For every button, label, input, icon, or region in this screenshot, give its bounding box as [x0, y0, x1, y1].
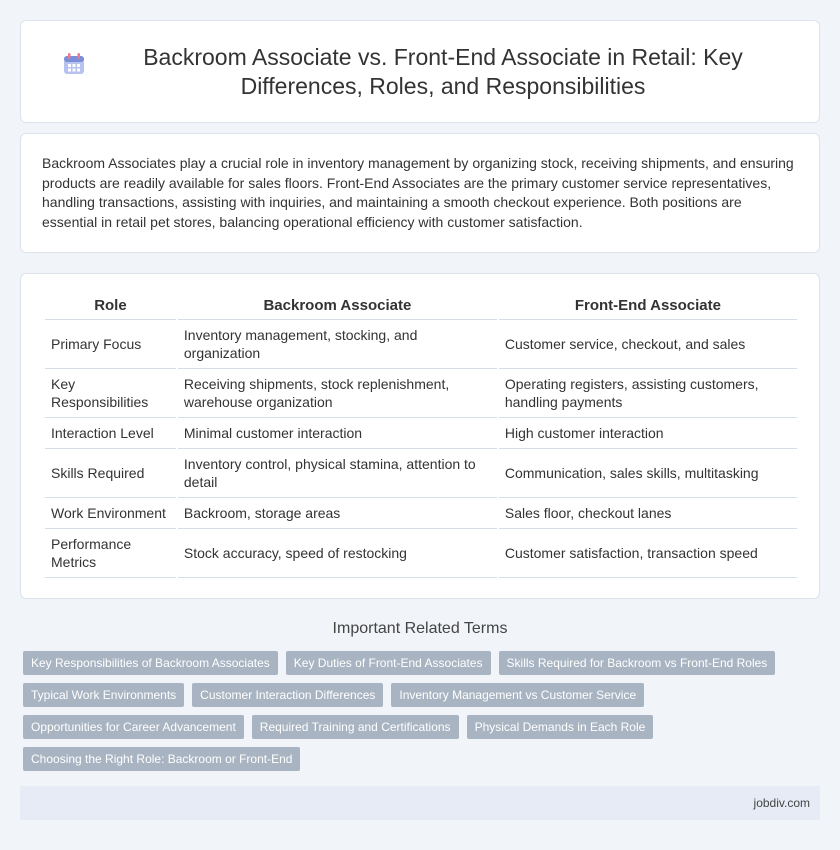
tag-row — [23, 651, 823, 675]
tag-row — [23, 747, 823, 771]
table-row — [45, 418, 797, 449]
footer-site-link[interactable]: jobdiv.com — [753, 796, 810, 810]
table-cell: Customer service, checkout, and sales — [499, 320, 797, 369]
table-cell: Customer satisfaction, transaction speed — [499, 529, 797, 578]
table-row — [45, 498, 797, 529]
related-term-tag[interactable]: Opportunities for Career Advancement — [23, 715, 244, 739]
comparison-table-card — [20, 273, 820, 599]
comparison-table — [43, 296, 799, 578]
related-term-tag[interactable]: Required Training and Certifications — [252, 715, 459, 739]
related-term-tag[interactable]: Key Responsibilities of Backroom Associates — [23, 651, 278, 675]
table-row — [45, 449, 797, 498]
intro-card — [20, 133, 820, 253]
table-header-cell: Backroom Associate — [178, 296, 497, 320]
title-wrap — [61, 43, 779, 101]
table-cell: Sales floor, checkout lanes — [499, 498, 797, 529]
table-cell: Receiving shipments, stock replenishment, warehouse organization — [178, 369, 497, 418]
table-row — [45, 320, 797, 369]
table-header-row — [45, 296, 797, 320]
table-cell: High customer interaction — [499, 418, 797, 449]
table-cell: Operating registers, assisting customers, handling payments — [499, 369, 797, 418]
table-row — [45, 529, 797, 578]
related-term-tag[interactable]: Key Duties of Front-End Associates — [286, 651, 491, 675]
related-term-tag[interactable]: Physical Demands in Each Role — [467, 715, 654, 739]
related-term-tag[interactable]: Choosing the Right Role: Backroom or Front-End — [23, 747, 300, 771]
related-term-tag[interactable]: Typical Work Environments — [23, 683, 184, 707]
table-cell: Minimal customer interaction — [178, 418, 497, 449]
table-cell: Skills Required — [45, 449, 176, 498]
table-cell: Inventory management, stocking, and organization — [178, 320, 497, 369]
related-term-tag[interactable]: Skills Required for Backroom vs Front-End Roles — [499, 651, 776, 675]
title-card — [20, 20, 820, 123]
table-cell: Stock accuracy, speed of restocking — [178, 529, 497, 578]
table-cell: Work Environment — [45, 498, 176, 529]
intro-paragraph: Backroom Associates play a crucial role in inventory management by organizing stock, receiving shipments, and ensuring products are readily available for sales floors. Front-End Associates are the primary customer service representatives, handling transactions, assisting with inquiries, and maintaining a smooth checkout experience. Both positions are essential in retail pet stores, balancing operational efficiency with customer satisfaction. — [42, 155, 794, 230]
tag-row — [23, 683, 823, 707]
table-header-cell: Role — [45, 296, 176, 320]
table-cell: Backroom, storage areas — [178, 498, 497, 529]
related-terms-title: Important Related Terms — [332, 620, 508, 637]
table-header-cell: Front-End Associate — [499, 296, 797, 320]
tag-row — [23, 715, 823, 739]
table-cell: Performance Metrics — [45, 529, 176, 578]
table-cell: Primary Focus — [45, 320, 176, 369]
related-terms-tags — [23, 651, 823, 779]
table-row — [45, 369, 797, 418]
table-cell: Communication, sales skills, multitasking — [499, 449, 797, 498]
table-cell: Key Responsibilities — [45, 369, 176, 418]
calendar-icon — [61, 51, 87, 77]
page-title: Backroom Associate vs. Front-End Associate in Retail: Key Differences, Roles, and Responsibilities — [143, 43, 743, 99]
table-cell: Interaction Level — [45, 418, 176, 449]
related-term-tag[interactable]: Customer Interaction Differences — [192, 683, 383, 707]
related-term-tag[interactable]: Inventory Management vs Customer Service — [391, 683, 644, 707]
table-cell: Inventory control, physical stamina, attention to detail — [178, 449, 497, 498]
footer — [20, 786, 820, 820]
